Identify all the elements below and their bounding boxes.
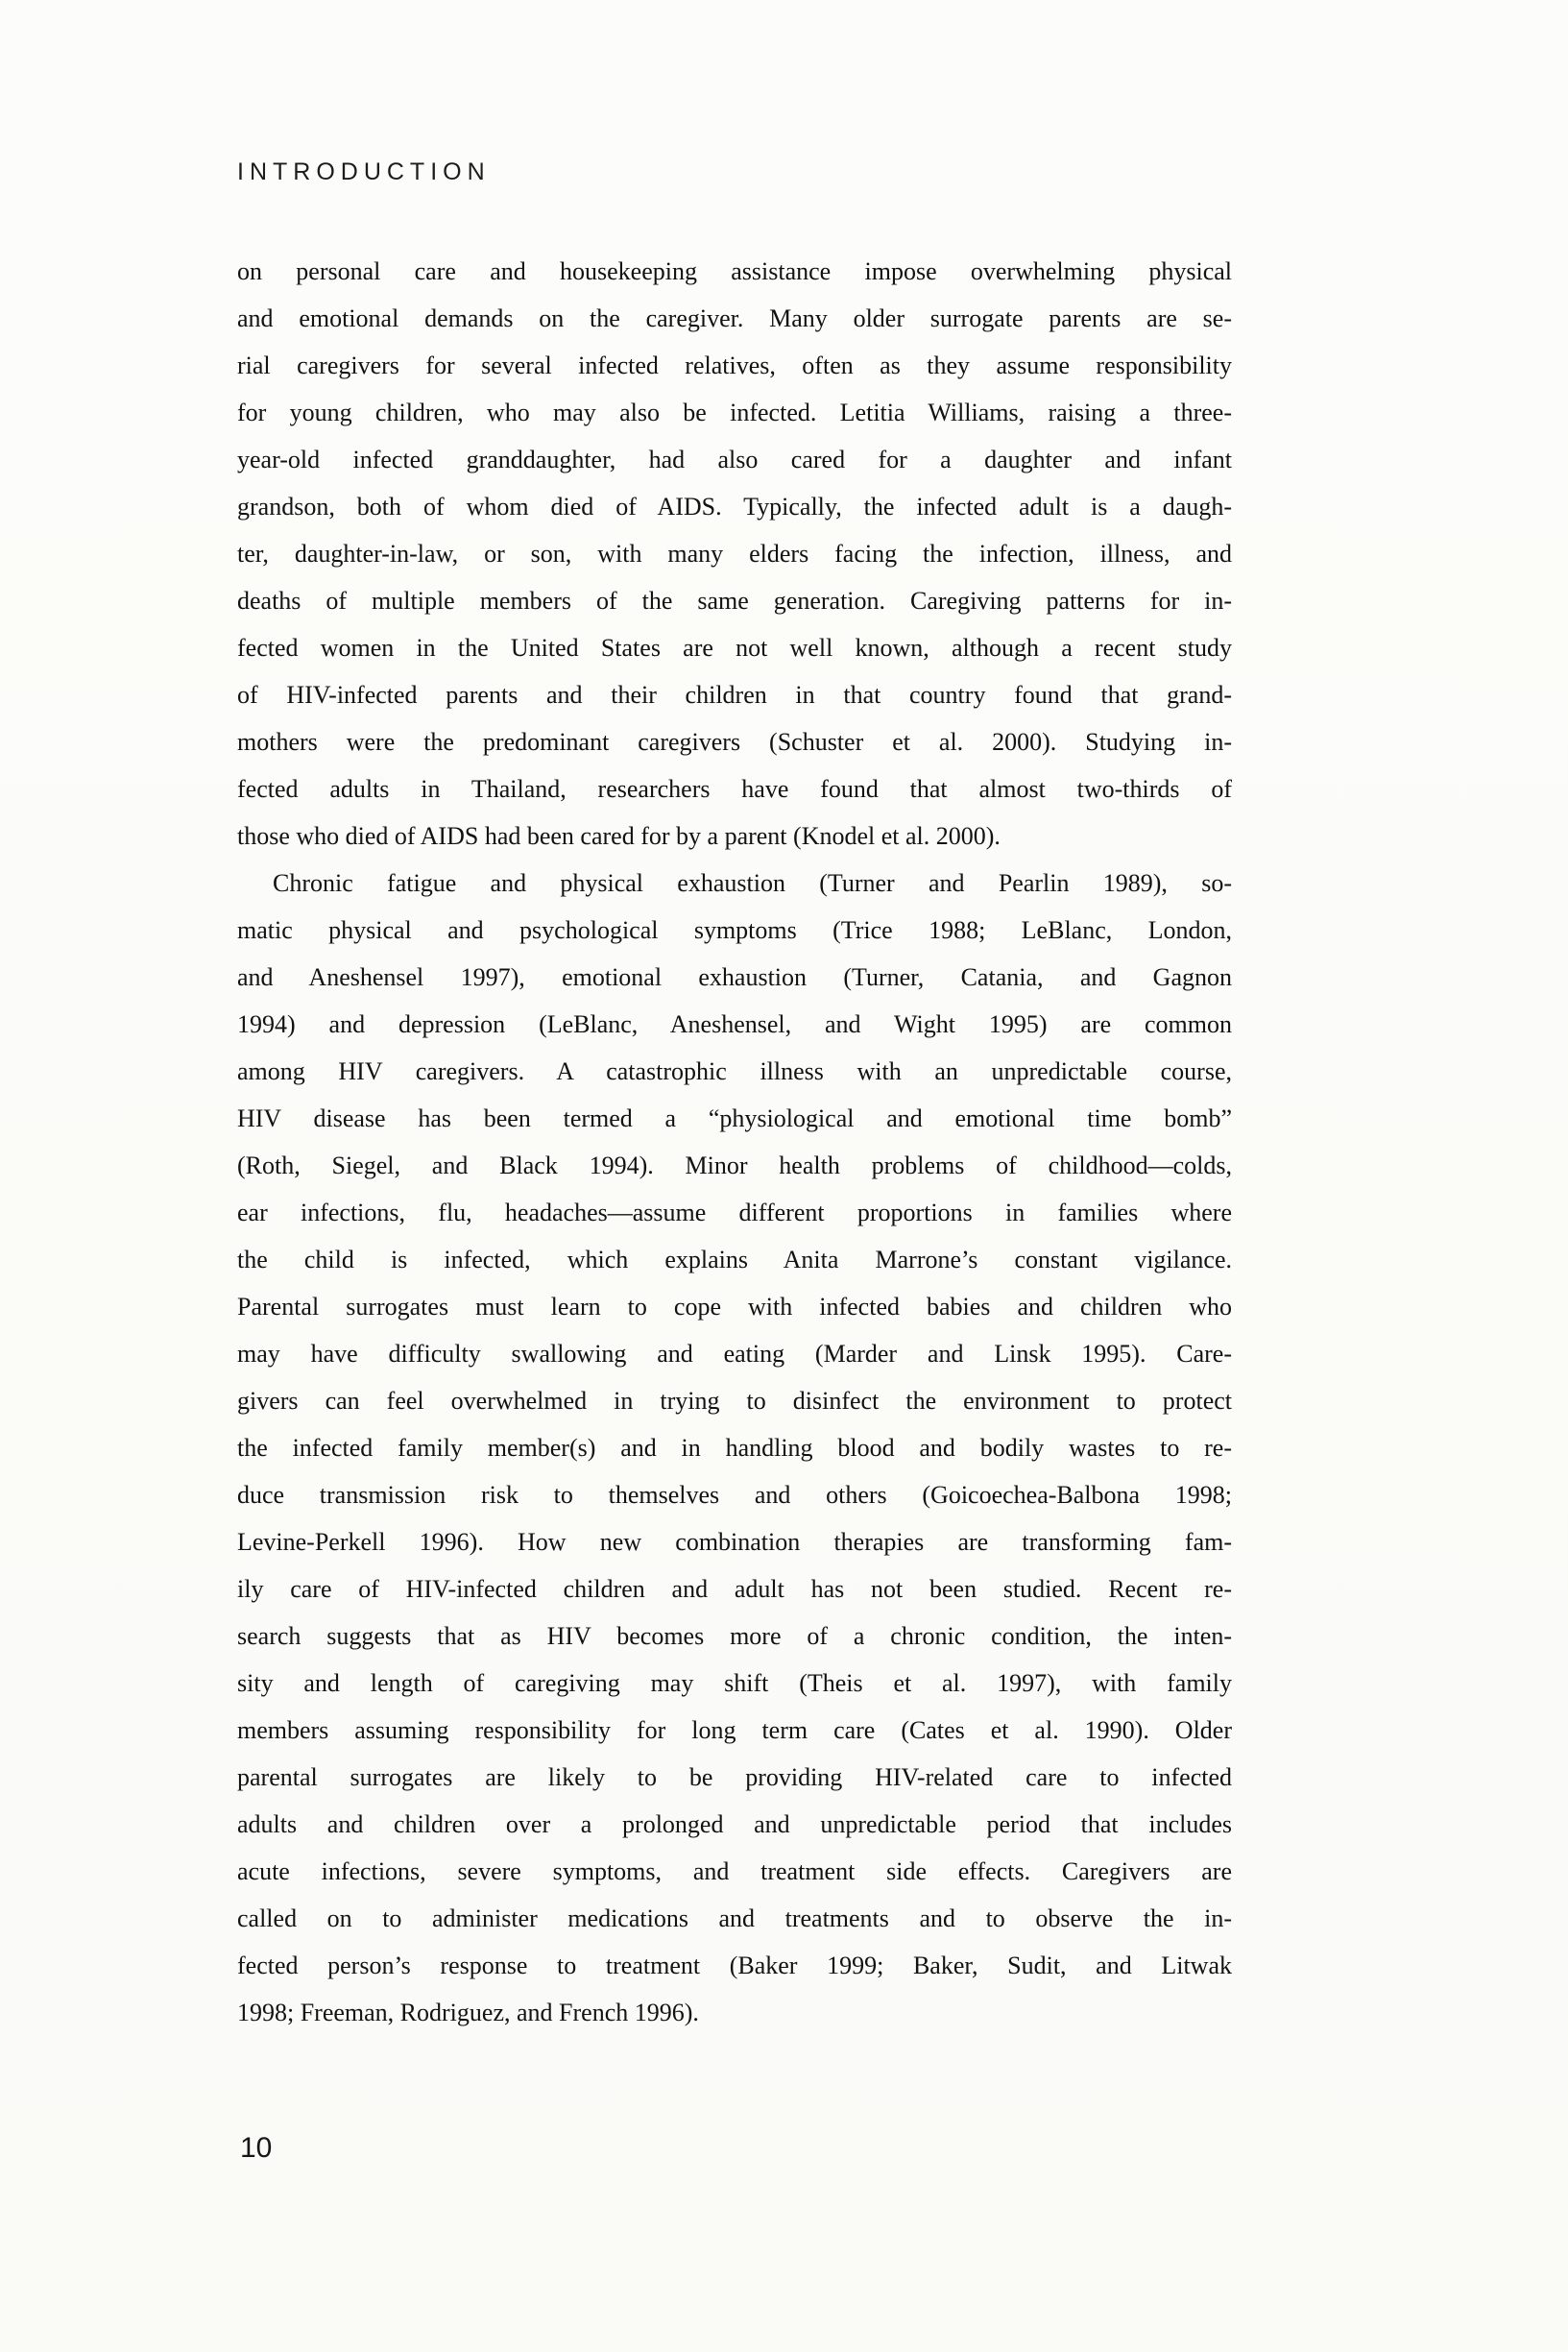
text-line: fected adults in Thailand, researchers have found that almost two-thirds of (237, 775, 1232, 803)
text-line: ily care of HIV-infected children and adult has not been studied. Recent re- (237, 1575, 1232, 1603)
text-line: Levine-Perkell 1996). How new combination therapies are transforming fam- (237, 1528, 1232, 1556)
running-head: INTRODUCTION (237, 158, 491, 185)
text-line: mothers were the predominant caregivers (Schuster et al. 2000). Studying in- (237, 728, 1232, 756)
page-number: 10 (240, 2132, 273, 2164)
text-line: rial caregivers for several infected relatives, often as they assume responsibility (237, 352, 1232, 379)
body-text (237, 248, 1232, 2036)
text-line: and emotional demands on the caregiver. Many older surrogate parents are se- (237, 304, 1232, 332)
text-line: 1994) and depression (LeBlanc, Aneshensel, and Wight 1995) are common (237, 1010, 1232, 1038)
text-line: the child is infected, which explains Anita Marrone’s constant vigilance. (237, 1246, 1232, 1273)
text-line: among HIV caregivers. A catastrophic illness with an unpredictable course, (237, 1057, 1232, 1085)
text-line: Parental surrogates must learn to cope with infected babies and children who (237, 1293, 1232, 1321)
text-line: (Roth, Siegel, and Black 1994). Minor health problems of childhood—colds, (237, 1152, 1232, 1179)
text-line: adults and children over a prolonged and unpredictable period that includes (237, 1810, 1232, 1838)
text-line: acute infections, severe symptoms, and treatment side effects. Caregivers are (237, 1857, 1232, 1885)
text-line: those who died of AIDS had been cared for by a parent (Knodel et al. 2000). (237, 822, 1001, 850)
text-line: and Aneshensel 1997), emotional exhaustion (Turner, Catania, and Gagnon (237, 963, 1232, 991)
text-line: HIV disease has been termed a “physiological and emotional time bomb” (237, 1104, 1232, 1132)
text-line: matic physical and psychological symptoms (Trice 1988; LeBlanc, London, (237, 916, 1232, 944)
text-line: 1998; Freeman, Rodriguez, and French 1996). (237, 1999, 699, 2026)
text-line: on personal care and housekeeping assistance impose overwhelming physical (237, 257, 1232, 285)
text-line: search suggests that as HIV becomes more of a chronic condition, the inten- (237, 1622, 1232, 1650)
text-line: Chronic fatigue and physical exhaustion (Turner and Pearlin 1989), so- (273, 869, 1232, 897)
text-line: givers can feel overwhelmed in trying to disinfect the environment to protect (237, 1387, 1232, 1415)
text-line: the infected family member(s) and in handling blood and bodily wastes to re- (237, 1434, 1232, 1462)
text-line: parental surrogates are likely to be providing HIV-related care to infected (237, 1763, 1232, 1791)
text-line: duce transmission risk to themselves and others (Goicoechea-Balbona 1998; (237, 1481, 1232, 1509)
text-line: members assuming responsibility for long term care (Cates et al. 1990). Older (237, 1716, 1232, 1744)
text-line: ear infections, flu, headaches—assume different proportions in families where (237, 1199, 1232, 1226)
text-line: fected women in the United States are not well known, although a recent study (237, 634, 1232, 662)
text-line: grandson, both of whom died of AIDS. Typically, the infected adult is a daugh- (237, 493, 1232, 521)
text-line: ter, daughter-in-law, or son, with many elders facing the infection, illness, and (237, 540, 1232, 568)
text-line: fected person’s response to treatment (Baker 1999; Baker, Sudit, and Litwak (237, 1952, 1232, 1979)
text-line: of HIV-infected parents and their children in that country found that grand- (237, 681, 1232, 709)
text-line: may have difficulty swallowing and eating (Marder and Linsk 1995). Care- (237, 1340, 1232, 1368)
text-line: sity and length of caregiving may shift (Theis et al. 1997), with family (237, 1669, 1232, 1697)
text-line: called on to administer medications and treatments and to observe the in- (237, 1904, 1232, 1932)
text-line: for young children, who may also be infected. Letitia Williams, raising a three- (237, 399, 1232, 426)
text-line: deaths of multiple members of the same generation. Caregiving patterns for in- (237, 587, 1232, 615)
text-line: year-old infected granddaughter, had also cared for a daughter and infant (237, 446, 1232, 473)
